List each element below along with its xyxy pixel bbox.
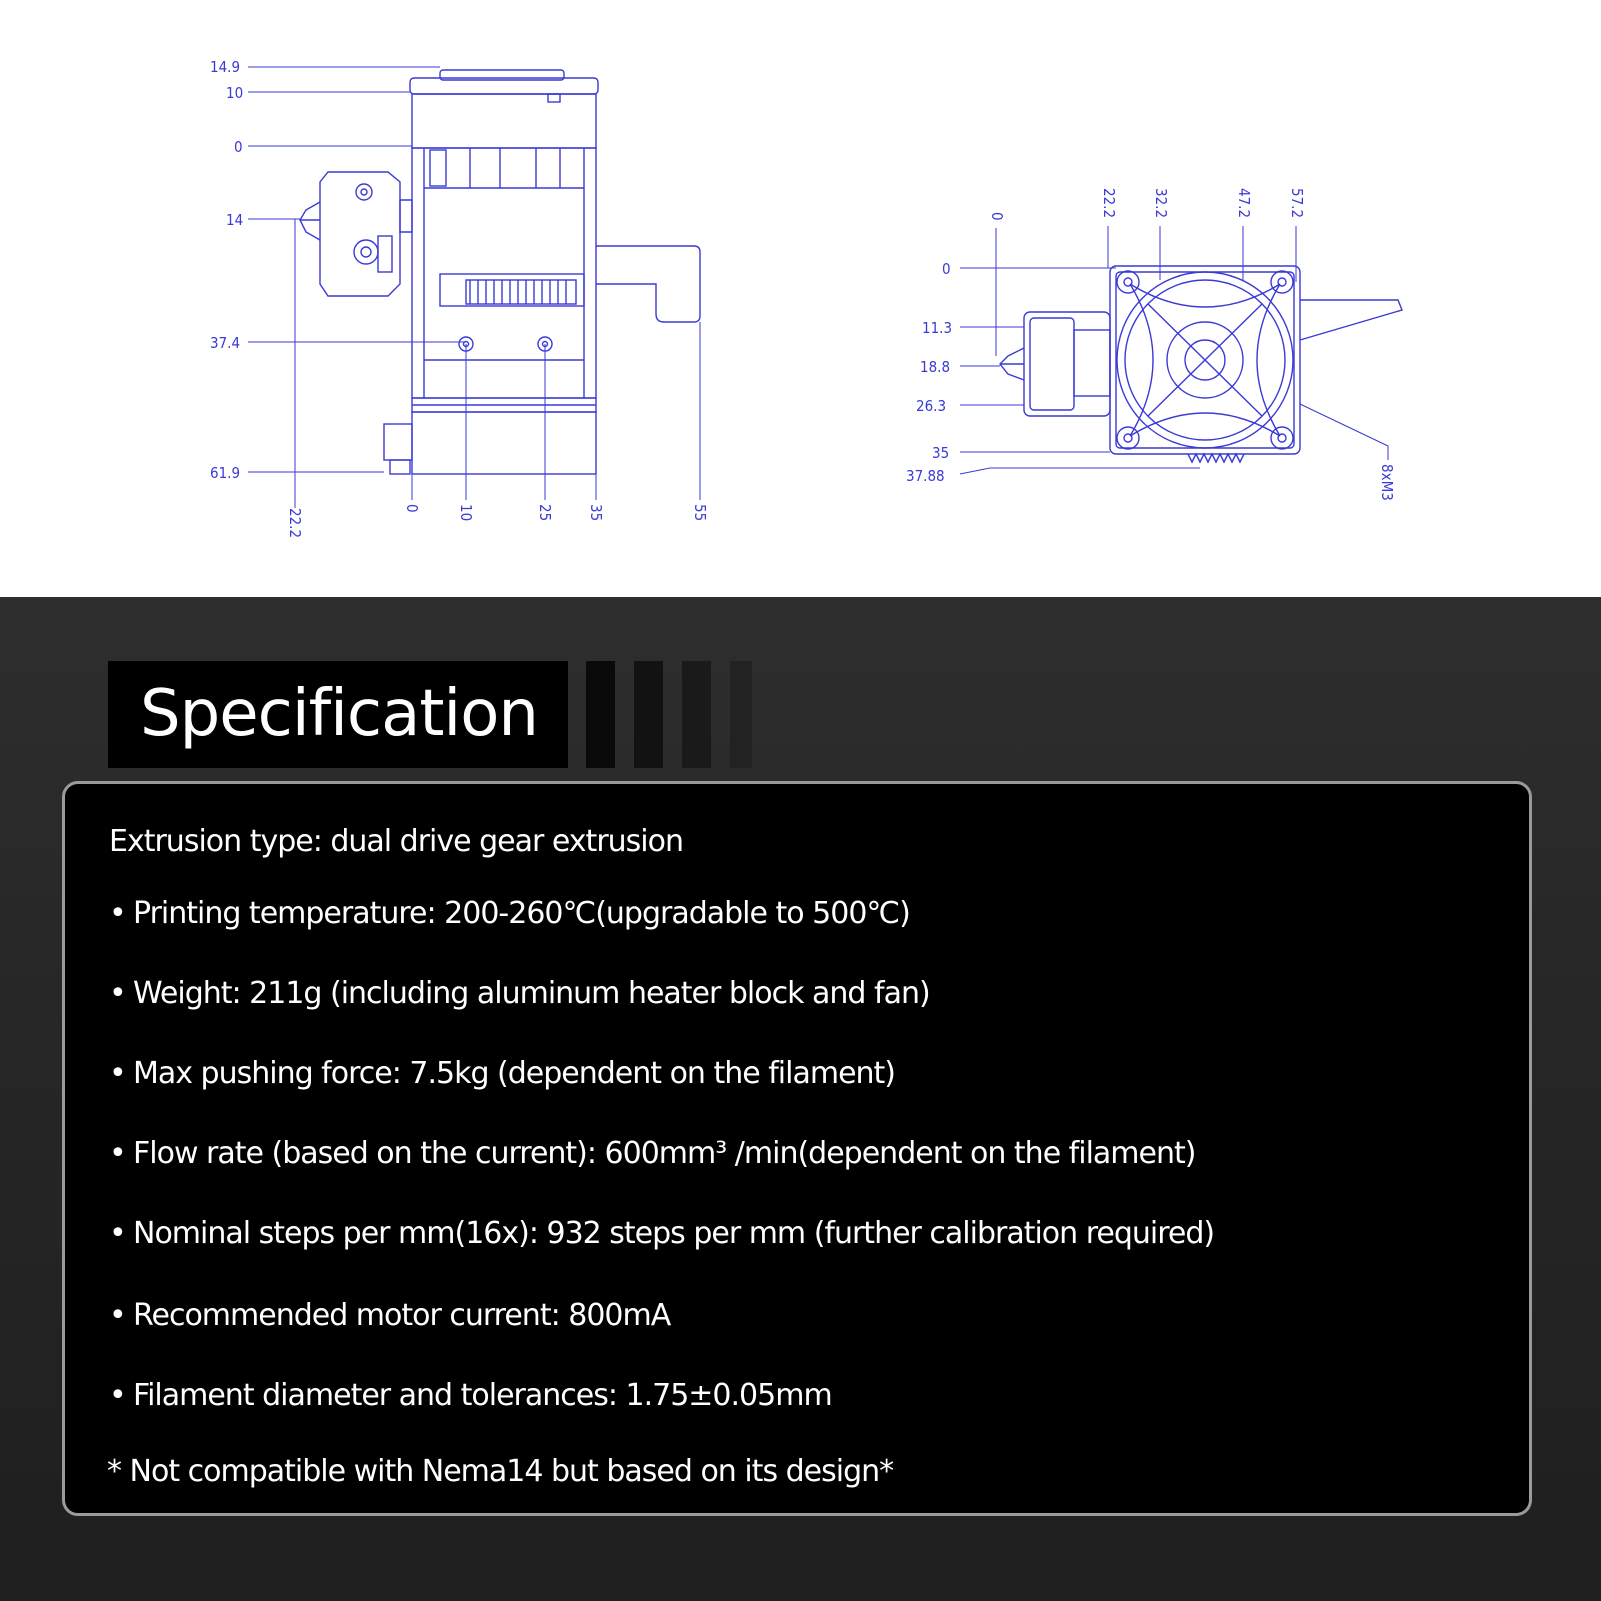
dim-label: 14.9 (210, 58, 241, 76)
side-view-dimension-labels (210, 58, 709, 538)
dim-label: 35 (587, 504, 605, 522)
spec-item-text: Flow rate (based on the current): 600mm³ /min(dependent on the filament) (133, 1136, 1196, 1171)
dim-label: 11.3 (922, 319, 953, 337)
top-view-extruder (1000, 266, 1402, 462)
dim-label: 47.2 (1235, 188, 1253, 219)
bullet: • (109, 896, 126, 931)
spec-item (109, 1136, 1195, 1171)
dim-label: 37.88 (906, 467, 945, 485)
dim-label: 22.2 (286, 508, 304, 539)
dim-label: 35 (932, 444, 950, 462)
side-view-dimension-lines (248, 67, 700, 508)
bullet: • (109, 1298, 126, 1333)
dim-label: 26.3 (916, 397, 947, 415)
dim-label: 14 (226, 211, 244, 229)
spec-item-text: Nominal steps per mm(16x): 932 steps per mm (further calibration required) (133, 1216, 1215, 1251)
bullet: • (109, 1378, 126, 1413)
specification-section (0, 597, 1601, 1601)
dim-label: 37.4 (210, 334, 241, 352)
title-stripe (586, 661, 615, 768)
spec-item-text: Weight: 211g (including aluminum heater block and fan) (133, 976, 930, 1011)
title-stripe (730, 661, 752, 768)
bullet: • (109, 1216, 126, 1251)
spec-item (109, 1378, 832, 1413)
dim-label: 0 (403, 504, 421, 513)
dim-label: 0 (234, 138, 243, 156)
bullet: • (109, 1136, 126, 1171)
dim-label: 32.2 (1152, 188, 1170, 219)
dim-label: 10 (226, 84, 244, 102)
spec-item (109, 1216, 1214, 1251)
dim-label: 0 (988, 212, 1006, 221)
technical-drawing (0, 0, 1601, 597)
dim-label: 25 (536, 504, 554, 522)
spec-item (109, 1298, 670, 1333)
spec-item (109, 1056, 895, 1091)
bullet: • (109, 976, 126, 1011)
spec-panel (62, 781, 1532, 1516)
spec-title: Specification (140, 677, 538, 751)
spec-item-text: Max pushing force: 7.5kg (dependent on the filament) (133, 1056, 896, 1091)
compatibility-note: * Not compatible with Nema14 but based on its design* (107, 1454, 894, 1489)
dim-label: 57.2 (1288, 188, 1306, 219)
side-view-extruder (300, 70, 700, 474)
spec-intro: Extrusion type: dual drive gear extrusion (109, 824, 683, 859)
dim-label: 61.9 (210, 464, 241, 482)
dim-label: 55 (691, 504, 709, 522)
spec-item (109, 976, 930, 1011)
drawing-canvas (0, 0, 1601, 597)
dim-label: 10 (457, 504, 475, 522)
spec-title-banner (108, 661, 568, 768)
dim-label: 18.8 (920, 358, 951, 376)
screw-note: 8xM3 (1378, 464, 1396, 501)
dim-label: 22.2 (1100, 188, 1118, 219)
title-stripe (682, 661, 711, 768)
title-stripe (634, 661, 663, 768)
dim-label: 0 (942, 260, 951, 278)
bullet: • (109, 1056, 126, 1091)
spec-item-text: Filament diameter and tolerances: 1.75±0.05mm (133, 1378, 832, 1413)
spec-item-text: Printing temperature: 200-260℃(upgradable to 500℃) (133, 896, 910, 931)
spec-item-text: Recommended motor current: 800mA (133, 1298, 671, 1333)
spec-item (109, 896, 910, 931)
